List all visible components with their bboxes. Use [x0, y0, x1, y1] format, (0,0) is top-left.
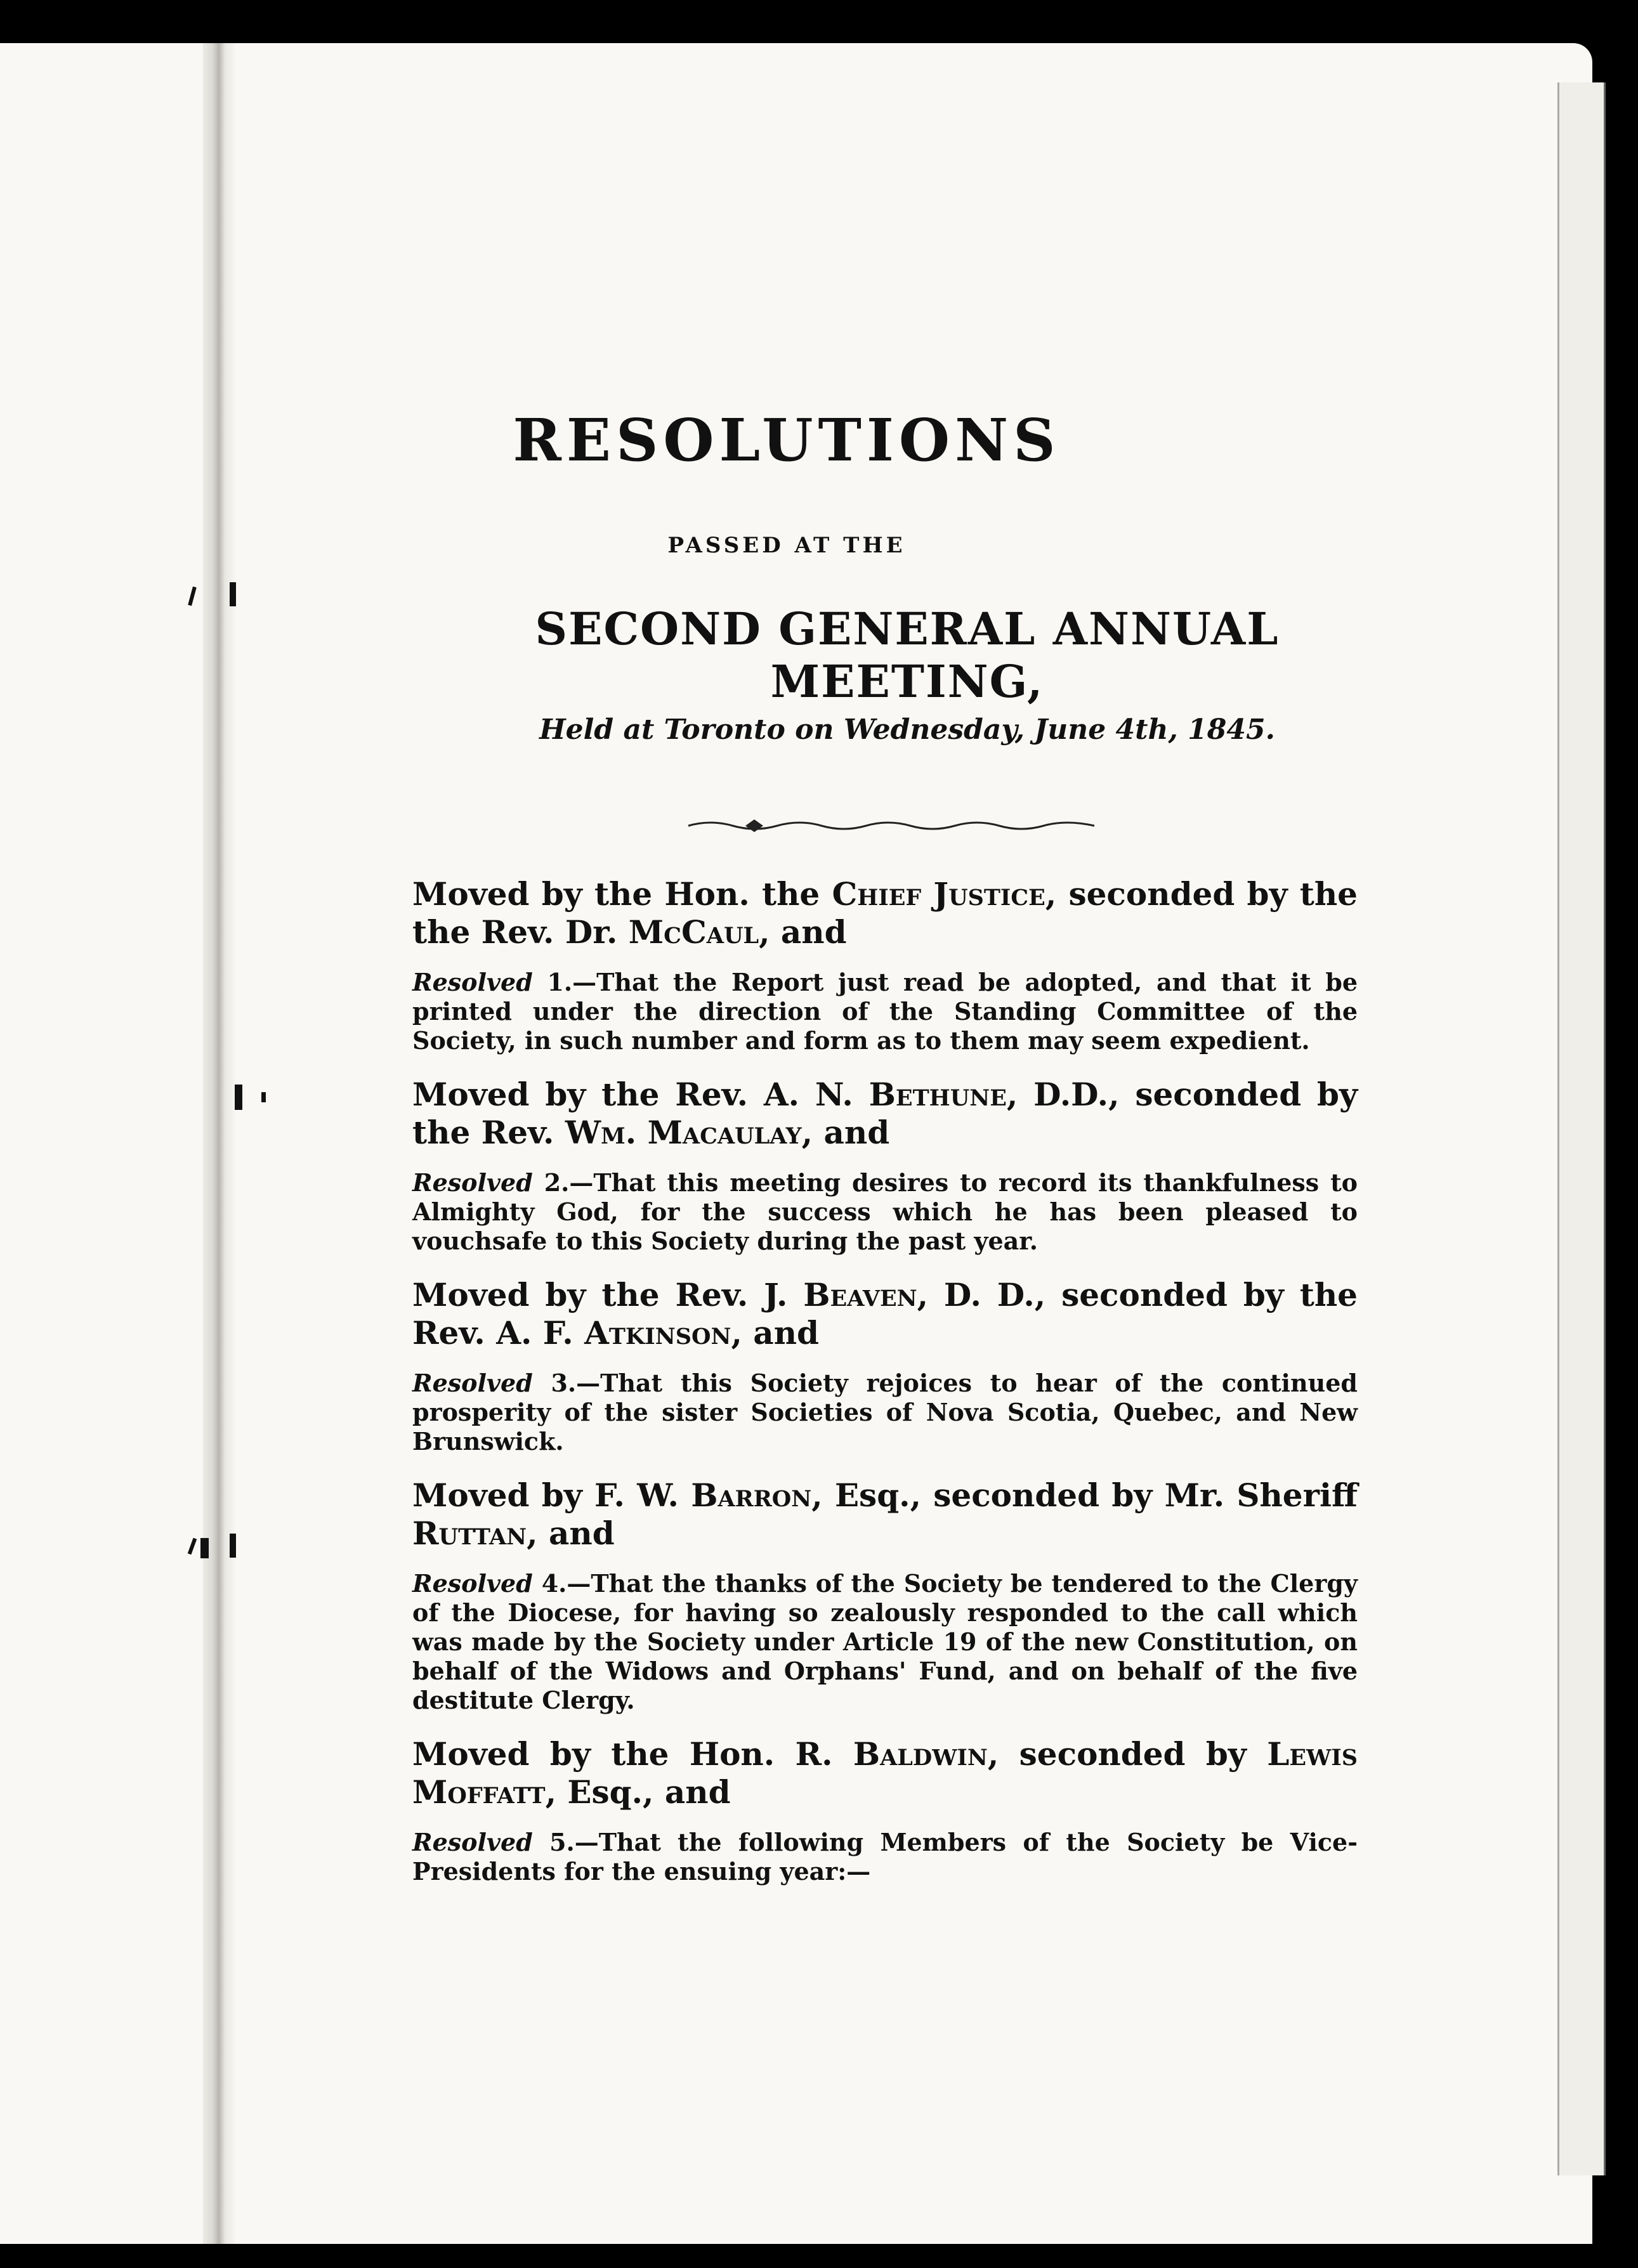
motion-line	[412, 1076, 1358, 1152]
mover-name: Bethune	[868, 1076, 1007, 1113]
resolution-text	[412, 1369, 1358, 1456]
motion-text: Moved by F. W.	[412, 1476, 691, 1514]
seconder-name: Ruttan	[412, 1515, 527, 1552]
resolution-body: 5.—That the following Members of the Society be Vice-Presidents for the ensuing year:—	[412, 1828, 1358, 1886]
motion-text: , D. D., seconded by the Rev. A. F.	[412, 1276, 1358, 1352]
ornamental-rule	[685, 812, 1097, 837]
motion-text: , and	[801, 1114, 890, 1151]
page-edge-shadow	[1557, 82, 1606, 2175]
mover-name: Beaven	[803, 1276, 917, 1313]
resolution-body: 1.—That the Report just read be adopted, and that it be printed under the direction of the Standing Committee of the Society, in such number and form as to them may seem expedient.	[412, 968, 1358, 1055]
resolution-text	[412, 1828, 1358, 1886]
motion-text: , D.D., seconded by the Rev.	[412, 1076, 1358, 1151]
motion-text: Moved by the Hon. the	[412, 875, 832, 913]
binding-gutter	[203, 43, 235, 2244]
mover-name: Barron	[691, 1476, 812, 1514]
motion-text: , Esq., and	[545, 1773, 731, 1811]
motion-line	[412, 1735, 1358, 1811]
resolution-text	[412, 1569, 1358, 1715]
motion-text: Moved by the Rev. J.	[412, 1276, 804, 1313]
mover-name: Chief Justice	[832, 875, 1045, 913]
resolution-item	[412, 1476, 1358, 1715]
motion-line	[412, 875, 1358, 951]
mover-name: Baldwin	[853, 1735, 988, 1773]
binding-mark	[235, 1085, 242, 1110]
binding-mark	[200, 1538, 209, 1558]
motion-line	[412, 1276, 1358, 1352]
seconder-name: Wm. Macaulay	[565, 1114, 802, 1151]
resolved-label: Resolved	[412, 1569, 533, 1598]
motion-text: , seconded by the the Rev. Dr.	[412, 875, 1358, 951]
resolution-body: 3.—That this Society rejoices to hear of the continued prosperity of the sister Societies of Nova Scotia, Quebec, and New Brunswick.	[412, 1369, 1358, 1456]
motion-text: Moved by the Hon. R.	[412, 1735, 853, 1773]
resolution-item	[412, 875, 1358, 1055]
resolution-text	[412, 1168, 1358, 1256]
resolution-item	[412, 1735, 1358, 1886]
resolution-item	[412, 1076, 1358, 1256]
motion-text: , Esq., seconded by Mr. Sheriff	[811, 1476, 1358, 1514]
motion-line	[412, 1476, 1358, 1553]
resolved-label: Resolved	[412, 1168, 533, 1197]
page-title: RESOLUTIONS	[513, 406, 1061, 474]
seconder-name: Lewis Moffatt	[412, 1735, 1358, 1811]
page-subtitle: PASSED AT THE	[667, 533, 906, 558]
resolved-label: Resolved	[412, 1369, 533, 1397]
motion-text: , and	[527, 1515, 615, 1552]
binding-mark	[230, 1534, 236, 1558]
resolved-label: Resolved	[412, 968, 533, 996]
motion-text: , and	[759, 913, 847, 951]
seconder-name: Atkinson	[584, 1314, 731, 1352]
motion-text: Moved by the Rev. A. N.	[412, 1076, 869, 1113]
resolved-label: Resolved	[412, 1828, 533, 1856]
resolution-item	[412, 1276, 1358, 1456]
binding-mark	[230, 582, 236, 606]
motion-text: , and	[731, 1314, 820, 1352]
resolution-body: 2.—That this meeting desires to record its thankfulness to Almighty God, for the success which he has been pleased to vouchsafe to this Society during the past year.	[412, 1168, 1358, 1255]
meeting-heading: SECOND GENERAL ANNUAL MEETING,	[535, 603, 1280, 708]
binding-mark	[261, 1092, 266, 1102]
meeting-date-line: Held at Toronto on Wednesday, June 4th, 1845.	[539, 714, 1275, 746]
seconder-name: McCaul	[628, 913, 759, 951]
resolution-text	[412, 968, 1358, 1055]
motion-text: , seconded by	[987, 1735, 1268, 1773]
resolutions-list	[412, 875, 1358, 1886]
resolution-body: 4.—That the thanks of the Society be tendered to the Clergy of the Diocese, for having so zealously responded to the call which was made by the Society under Article 19 of the new Constitution, on behalf of the Widows and Orphans' Fund, and on behalf of the five destitute Clergy.	[412, 1569, 1358, 1714]
